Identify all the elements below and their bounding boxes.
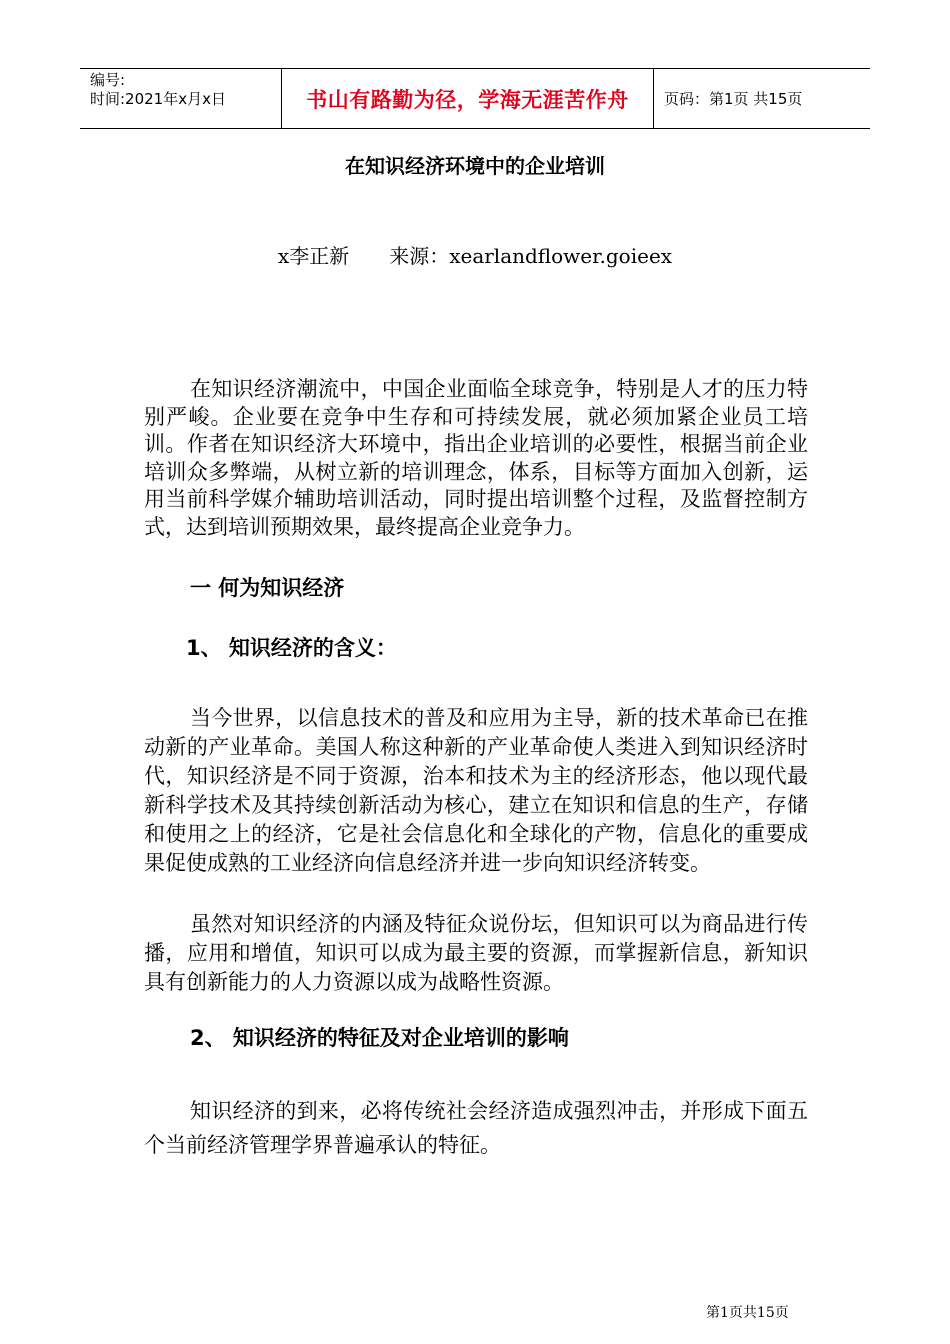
body-paragraph [144,1094,808,1162]
abstract-paragraph [144,376,808,541]
header-number-label: 编号: [90,71,126,89]
abstract-text: 在知识经济潮流中，中国企业面临全球竞争，特别是人才的压力特别严峻。企业要在竞争中生存和可持续发展，就必须加紧企业员工培训。作者在知识经济大环境中，指出企业培训的必要性，根据当前企业培训众多弊端，从树立新的培训理念，体系，目标等方面加入创新，运用当前科学媒介辅助培训活动，同时提出培训整个过程，及监督控制方式，达到培训预期效果，最终提高企业竞争力。 [144,377,808,539]
body-text: 知识经济的到来，必将传统社会经济造成强烈冲击，并形成下面五个当前经济管理学界普遍承认的特征。 [144,1099,808,1157]
subsection-heading-2: 2、 知识经济的特征及对企业培训的影响 [190,1026,569,1050]
header-time-label: 时间:2021年x月x日 [90,90,226,108]
source: 来源：xearlandflower.goieex [389,244,673,268]
subsection-heading-1: 1、 知识经济的含义： [186,636,397,660]
body-paragraph [144,910,808,997]
header-page-info: 页码：第1页 共15页 [664,90,803,108]
header-motto: 书山有路勤为径，学海无涯苦作舟 [282,69,654,128]
section-heading-1: 一 何为知识经济 [190,576,345,600]
body-text: 虽然对知识经济的内涵及特征众说份坛，但知识可以为商品进行传播，应用和增值，知识可以成为最主要的资源，而掌握新信息，新知识具有创新能力的人力资源以成为战略性资源。 [144,912,808,994]
author: x李正新 [277,244,350,268]
document-title: 在知识经济环境中的企业培训 [345,154,605,178]
page-header [80,68,870,129]
body-paragraph [144,704,808,878]
byline [0,240,950,269]
page-footer: 第1页共15页 [706,1305,789,1321]
body-text: 当今世界，以信息技术的普及和应用为主导，新的技术革命已在推动新的产业革命。美国人称这种新的产业革命使人类进入到知识经济时代，知识经济是不同于资源，治本和技术为主的经济形态，他以现代最新科学技术及其持续创新活动为核心，建立在知识和信息的生产，存储和使用之上的经济，它是社会信息化和全球化的产物，信息化的重要成果促使成熟的工业经济向信息经济并进一步向知识经济转变。 [144,706,808,875]
header-meta [80,69,282,128]
